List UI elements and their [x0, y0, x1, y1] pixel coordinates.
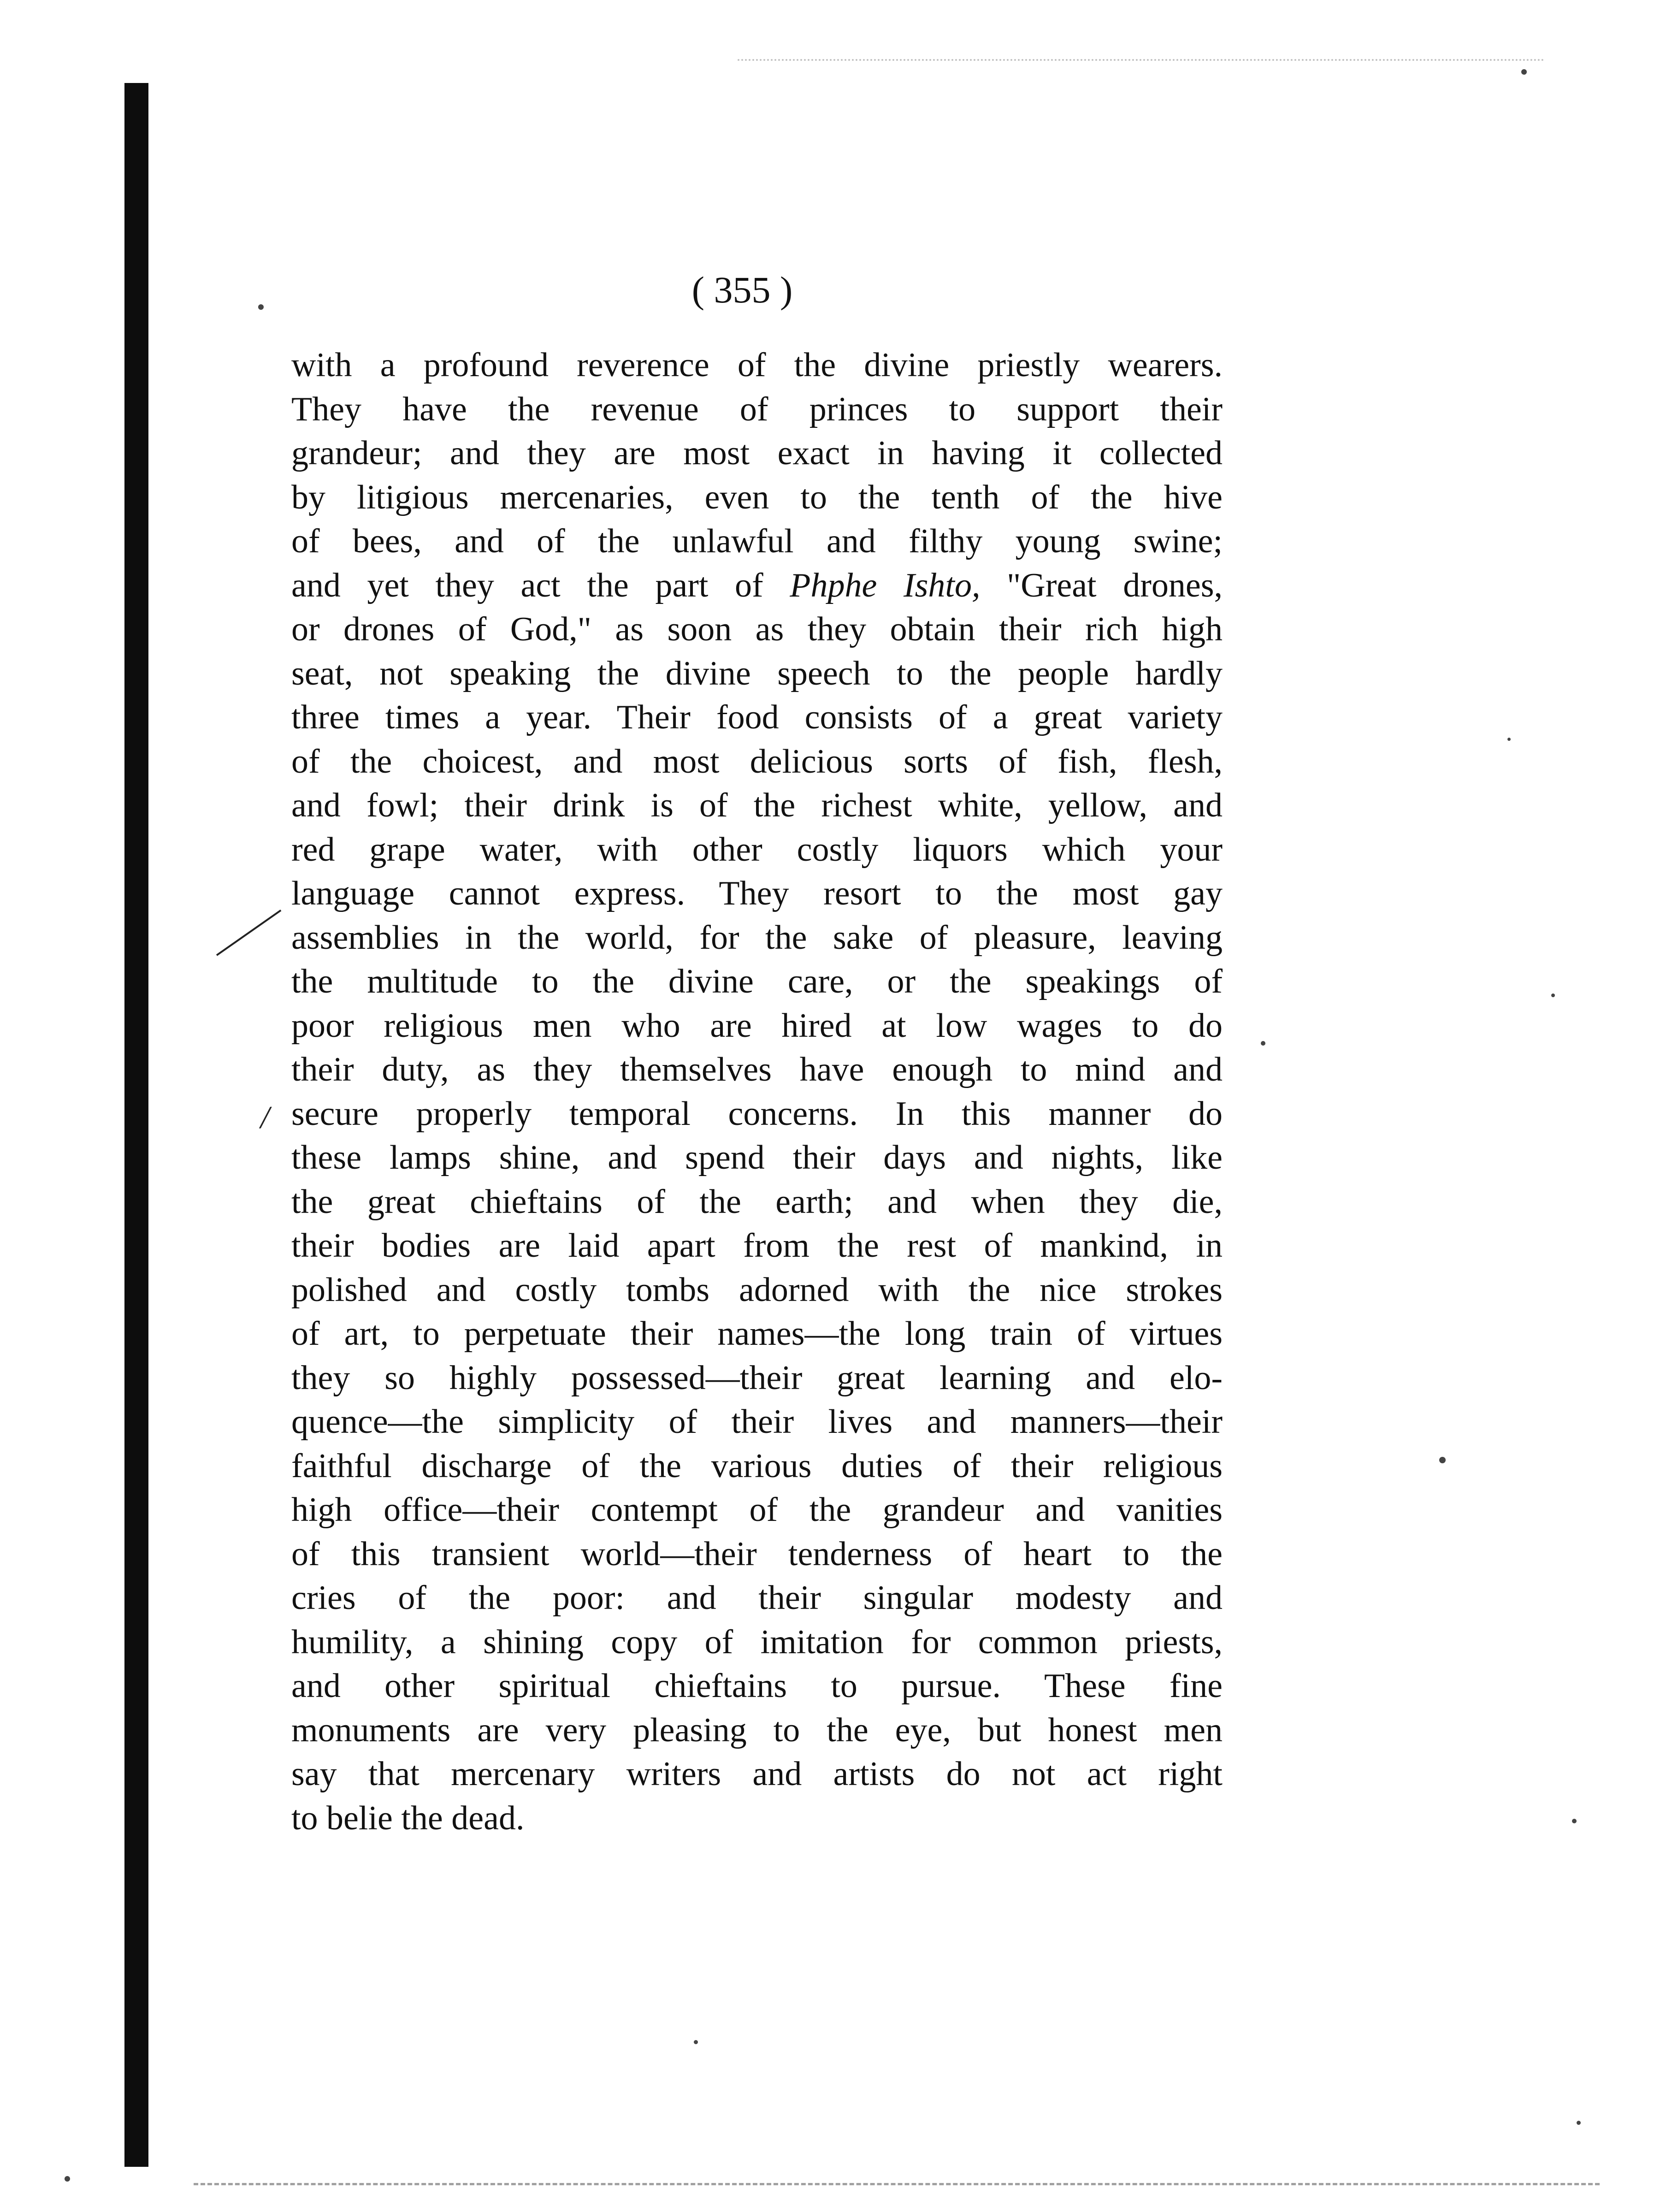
binding-edge-shadow	[124, 83, 148, 2167]
text-line: their duty, as they themselves have enough to mind and	[291, 1051, 1223, 1088]
text-line: or drones of God," as soon as they obtain their rich high	[291, 610, 1223, 648]
text-line: quence—the simplicity of their lives and manners—their	[291, 1403, 1223, 1441]
text-line-with-italic	[291, 564, 1223, 608]
text-line: polished and costly tombs adorned with the nice strokes	[291, 1271, 1223, 1309]
text-line: cries of the poor: and their singular modesty and	[291, 1579, 1223, 1617]
text-segment: "Great drones,	[980, 566, 1223, 604]
text-line: say that mercenary writers and artists do not act right	[291, 1755, 1223, 1793]
text-line: the multitude to the divine care, or the speakings of	[291, 963, 1223, 1000]
text-line: humility, a shining copy of imitation for common priests,	[291, 1623, 1223, 1661]
text-line: high office—their contempt of the grandeur and vanities	[291, 1491, 1223, 1529]
text-line: seat, not speaking the divine speech to the people hardly	[291, 654, 1223, 692]
scan-noise-bottom	[194, 2183, 1600, 2188]
text-line: by litigious mercenaries, even to the tenth of the hive	[291, 478, 1223, 516]
margin-pencil-stroke	[216, 910, 282, 956]
body-paragraph	[291, 343, 1223, 1840]
text-line: red grape water, with other costly liquors which your	[291, 830, 1223, 869]
text-line: They have the revenue of princes to support their	[291, 390, 1223, 428]
text-line: assemblies in the world, for the sake of pleasure, leaving	[291, 918, 1223, 957]
text-line: three times a year. Their food consists of a great variety	[291, 698, 1223, 736]
text-line: monuments are very pleasing to the eye, but honest men	[291, 1711, 1223, 1749]
text-line: of bees, and of the unlawful and filthy young swine;	[291, 522, 1223, 560]
scan-speck	[1577, 2121, 1581, 2125]
text-segment: and yet they act the part of	[291, 566, 790, 604]
scan-speck	[1551, 994, 1555, 997]
text-line: grandeur; and they are most exact in having it collected	[291, 434, 1223, 472]
text-line: their bodies are laid apart from the rest of mankind, in	[291, 1227, 1223, 1265]
text-line: the great chieftains of the earth; and when they die,	[291, 1183, 1223, 1221]
text-line-last: to belie the dead.	[291, 1799, 525, 1837]
text-line: of the choicest, and most delicious sorts of fish, flesh,	[291, 742, 1223, 781]
text-line: faithful discharge of the various duties of their religious	[291, 1447, 1223, 1485]
italic-term: Phphe Ishto,	[790, 566, 981, 604]
page-number: ( 355 )	[691, 269, 793, 311]
text-line: and fowl; their drink is of the richest white, yellow, and	[291, 787, 1223, 824]
scan-speck	[258, 304, 264, 310]
text-line: of this transient world—their tenderness of heart to the	[291, 1535, 1223, 1573]
text-line: with a profound reverence of the divine priestly wearers.	[291, 346, 1223, 384]
scan-speck	[1439, 1457, 1446, 1463]
margin-mark: /	[260, 1100, 270, 1136]
scan-speck	[1521, 69, 1527, 75]
scan-speck	[1507, 738, 1511, 741]
scan-noise-top	[738, 59, 1544, 63]
scan-speck	[65, 2176, 70, 2182]
scan-speck	[1572, 1819, 1577, 1823]
text-line: these lamps shine, and spend their days and nights, like	[291, 1139, 1223, 1177]
text-line: language cannot express. They resort to the most gay	[291, 875, 1223, 912]
scan-speck	[694, 2040, 698, 2044]
text-line: secure properly temporal concerns. In this manner do	[291, 1094, 1223, 1133]
text-line: and other spiritual chieftains to pursue. These fine	[291, 1667, 1223, 1705]
text-line: of art, to perpetuate their names—the long train of virtues	[291, 1315, 1223, 1353]
scan-speck	[1261, 1041, 1265, 1046]
text-line: they so highly possessed—their great learning and elo-	[291, 1359, 1223, 1397]
text-line: poor religious men who are hired at low wages to do	[291, 1006, 1223, 1045]
